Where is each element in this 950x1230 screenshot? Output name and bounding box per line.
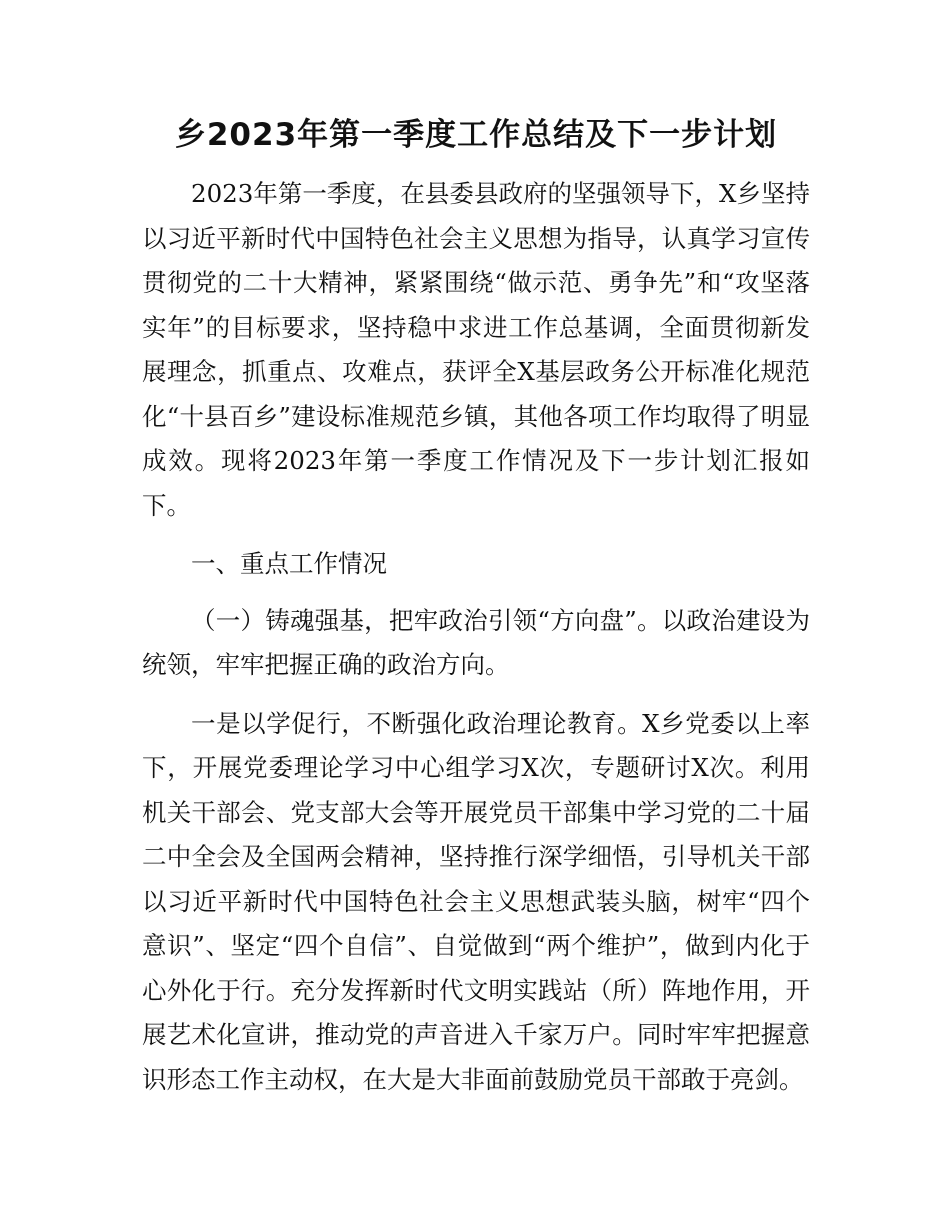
document-title: 乡2023年第一季度工作总结及下一步计划 xyxy=(174,117,778,153)
subsection-paragraph: （一）铸魂强基，把牢政治引领“方向盘”。以政治建设为统领，牢牢把握正确的政治方向。 xyxy=(142,605,810,679)
body-paragraph: 一是以学促行，不断强化政治理论教育。X乡党委以上率下，开展党委理论学习中心组学习X次，专题研讨X次。利用机关干部会、党支部大会等开展党员干部集中学习党的二十届二中全会及全国两会精神，坚持推行深学细悟，引导机关干部以习近平新时代中国特色社会主义思想武装头脑，树牢“四个意识”、坚定“四个自信”、自觉做到“两个维护”，做到内化于心外化于行。充分发挥新时代文明实践站（所）阵地作用，开展艺术化宣讲，推动党的声音进入千家万户。同时牢牢把握意识形态工作主动权，在大是大非面前鼓励党员干部敢于亮剑。 xyxy=(142,708,810,1094)
intro-paragraph: 2023年第一季度，在县委县政府的坚强领导下，X乡坚持以习近平新时代中国特色社会主义思想为指导，认真学习宣传贯彻党的二十大精神，紧紧围绕“做示范、勇争先”和“攻坚落实年”的目标要求，坚持稳中求进工作总基调，全面贯彻新发展理念，抓重点、攻难点，获评全X基层政务公开标准化规范化“十县百乡”建设标准规范乡镇，其他各项工作均取得了明显成效。现将2023年第一季度工作情况及下一步计划汇报如下。 xyxy=(142,179,810,520)
document-page xyxy=(142,112,810,1116)
section-heading: 一、重点工作情况 xyxy=(191,549,387,578)
